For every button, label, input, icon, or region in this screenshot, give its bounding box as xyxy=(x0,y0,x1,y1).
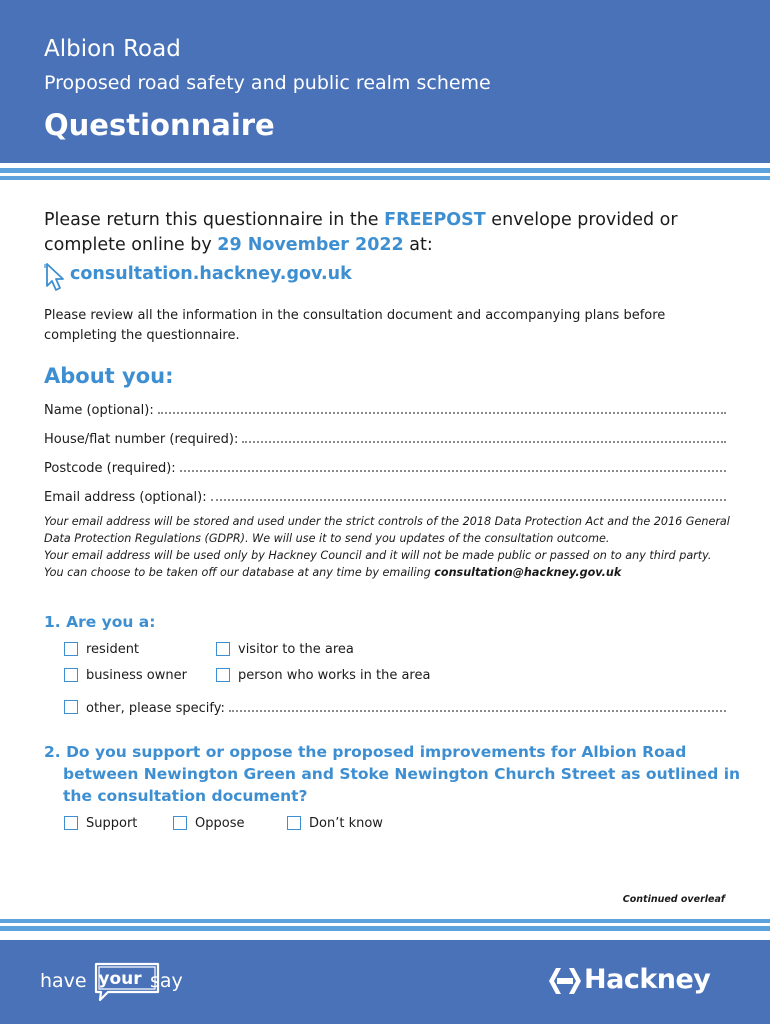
question-2-heading xyxy=(44,741,744,807)
header-banner xyxy=(0,0,770,163)
email-input[interactable] xyxy=(211,499,726,501)
review-instructions: Please review all the information in the consultation document and accompanying plans before completing the questionnaire. xyxy=(44,308,666,343)
logo-text-have: have xyxy=(40,970,87,992)
logo-text-say: say xyxy=(150,970,183,992)
email-field xyxy=(44,485,726,505)
option-label: Support xyxy=(86,815,138,831)
privacy-text: Your email address will be stored and used under the strict controls of the 2018 Data Protection Act and the 2016 General Data Protection Regulations (GDPR). We will use it to send you updates of the consultation outcome. xyxy=(44,515,730,545)
freepost-highlight: FREEPOST xyxy=(384,210,486,230)
checkbox[interactable] xyxy=(64,700,78,714)
house-number-input[interactable] xyxy=(242,441,726,443)
option-label: person who works in the area xyxy=(238,667,431,683)
option-label: resident xyxy=(86,641,140,657)
name-label: Name (optional): xyxy=(44,403,154,418)
intro-paragraph xyxy=(44,208,734,258)
option-oppose[interactable] xyxy=(173,814,244,832)
option-other xyxy=(64,696,726,716)
option-works-in-area[interactable] xyxy=(216,666,430,684)
privacy-text: Your email address will be used only by Hackney Council and it will not be made public or passed on to any third party. xyxy=(44,549,712,562)
option-visitor[interactable] xyxy=(216,640,354,658)
logo-text-your: your xyxy=(98,969,142,989)
continued-overleaf: Continued overleaf xyxy=(622,894,725,905)
checkbox[interactable] xyxy=(173,816,187,830)
intro-text: Please return this questionnaire in the xyxy=(44,210,385,230)
hackney-wordmark: Hackney xyxy=(584,964,711,995)
postcode-label: Postcode (required): xyxy=(44,461,176,476)
name-field xyxy=(44,398,726,418)
checkbox[interactable] xyxy=(287,816,301,830)
option-label: business owner xyxy=(86,667,187,683)
intro-text: at: xyxy=(403,235,433,255)
document-subtitle: Proposed road safety and public realm scheme xyxy=(44,72,491,94)
footer-stripe xyxy=(0,931,770,940)
name-input[interactable] xyxy=(158,412,726,414)
privacy-text: You can choose to be taken off our database at any time by emailing xyxy=(44,566,435,579)
cursor-icon xyxy=(44,262,68,292)
hackney-logo xyxy=(548,962,738,1002)
consultation-link[interactable]: consultation.hackney.gov.uk xyxy=(70,264,352,284)
option-resident[interactable] xyxy=(64,640,139,658)
postcode-input[interactable] xyxy=(180,470,726,472)
online-link-row xyxy=(44,262,464,292)
question-2-text: 2. Do you support or oppose the proposed improvements for Albion Road between Newington Green and Stoke Newington Church Street as outlined in the consultation document? xyxy=(44,743,741,805)
option-label: other, please specify: xyxy=(86,701,225,716)
question-1-heading: 1. Are you a: xyxy=(44,613,156,631)
house-number-label: House/flat number (required): xyxy=(44,432,239,447)
footer-banner xyxy=(0,940,770,1024)
have-your-say-logo xyxy=(40,960,200,1004)
option-dont-know[interactable] xyxy=(287,814,383,832)
checkbox[interactable] xyxy=(216,642,230,656)
checkbox[interactable] xyxy=(216,668,230,682)
intro-text: envelope provided or complete online by xyxy=(44,210,678,255)
privacy-email: consultation@hackney.gov.uk xyxy=(434,566,622,579)
option-label: visitor to the area xyxy=(238,641,354,657)
option-support[interactable] xyxy=(64,814,137,832)
option-business-owner[interactable] xyxy=(64,666,187,684)
other-specify-input[interactable] xyxy=(229,710,726,712)
privacy-notice xyxy=(44,513,734,581)
checkbox[interactable] xyxy=(64,668,78,682)
header-stripe xyxy=(0,176,770,180)
email-label: Email address (optional): xyxy=(44,490,207,505)
about-you-heading: About you: xyxy=(44,364,174,388)
questionnaire-heading: Questionnaire xyxy=(44,108,275,142)
option-label: Don’t know xyxy=(309,815,383,831)
document-title: Albion Road xyxy=(44,36,181,62)
checkbox[interactable] xyxy=(64,642,78,656)
checkbox[interactable] xyxy=(64,816,78,830)
postcode-field xyxy=(44,456,726,476)
house-number-field xyxy=(44,427,726,447)
option-label: Oppose xyxy=(195,815,245,831)
hackney-emblem-icon xyxy=(548,966,582,996)
deadline-date: 29 November 2022 xyxy=(217,235,404,255)
